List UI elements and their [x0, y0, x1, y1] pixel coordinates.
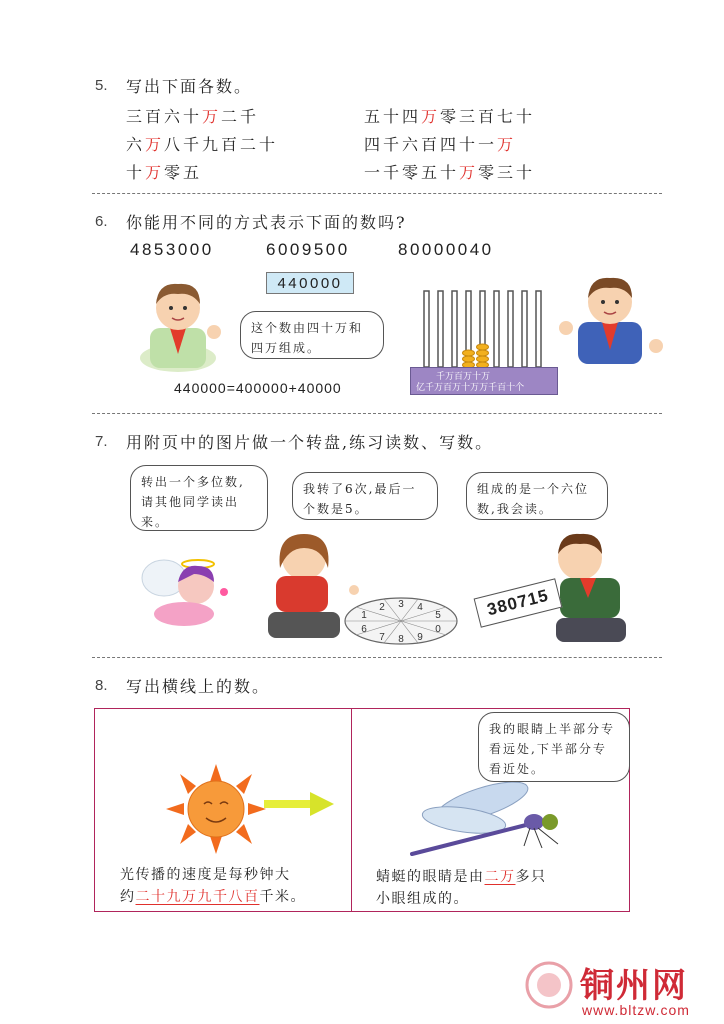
wheel-digit: 0 [435, 624, 441, 635]
q6-number-3: 80000040 [398, 240, 494, 259]
wheel-digit: 5 [435, 610, 441, 621]
wheel-digit: 4 [417, 602, 423, 613]
wheel-digit: 6 [361, 624, 367, 635]
wheel-digit: 1 [361, 610, 367, 621]
watermark-text: 铜州网 [580, 966, 688, 1006]
arrow-right-icon [264, 792, 334, 816]
q5-item: 六万八千九百二十 [126, 135, 279, 154]
underlined-number: 二十九万九千八百 [135, 889, 260, 905]
wheel-digit: 9 [417, 632, 423, 643]
q6-number-1: 4853000 [130, 240, 214, 259]
question-7-title: 用附页中的图片做一个转盘,练习读数、写数。 [126, 433, 494, 452]
boy-illustration [556, 272, 666, 368]
q6-speech-bubble: 这个数由四十万和四万组成。 [240, 311, 384, 359]
q8-divider [351, 709, 352, 911]
q7-speech-bubble-3: 组成的是一个六位数,我会读。 [466, 472, 608, 520]
question-number-8: 8. [95, 677, 108, 694]
boy-illustration [128, 276, 228, 372]
section-divider [92, 657, 662, 658]
wheel-digit: 3 [398, 599, 404, 610]
abacus-bottom-labels: 亿千万百万十万万千百十个 [416, 383, 525, 393]
abacus [410, 289, 558, 397]
question-5-title: 写出下面各数。 [126, 77, 253, 96]
section-divider [92, 193, 662, 194]
underlined-number: 二万 [484, 869, 516, 885]
question-number-7: 7. [95, 433, 108, 450]
q5-item: 四千六百四十一万 [364, 135, 517, 154]
q7-speech-bubble-1: 转出一个多位数,请其他同学读出来。 [130, 465, 268, 531]
q5-left-column [126, 103, 278, 187]
number-wheel [342, 596, 460, 646]
question-6-title: 你能用不同的方式表示下面的数吗? [126, 213, 407, 232]
dragonfly-speech-bubble: 我的眼睛上半部分专看远处,下半部分专看近处。 [478, 712, 630, 782]
abacus-rods [410, 289, 558, 369]
question-number-5: 5. [95, 77, 108, 94]
q5-item: 五十四万零三百七十 [364, 107, 536, 126]
question-8-title: 写出横线上的数。 [126, 677, 271, 696]
number-card: 380715 [474, 578, 563, 627]
watermark-logo-icon [524, 960, 574, 1010]
angel-illustration [134, 552, 234, 632]
dragonfly-illustration [402, 782, 572, 862]
q5-item: 十万零五 [126, 163, 203, 182]
sun-illustration [166, 764, 266, 854]
q6-number-2: 6009500 [266, 240, 350, 259]
wheel-digit: 7 [379, 632, 385, 643]
abacus-top-labels: 千万百万十万 [436, 372, 491, 382]
q5-item: 三百六十万二千 [126, 107, 260, 126]
q6-boxed-number: 440000 [266, 272, 354, 294]
light-speed-caption-line-1: 光传播的速度是每秒钟大 [120, 867, 291, 883]
q6-equation: 440000=400000+40000 [174, 380, 342, 396]
q5-item: 一千零五十万零三十 [364, 163, 536, 182]
section-divider [92, 413, 662, 414]
watermark-url: www.bltzw.com [582, 1002, 690, 1018]
q5-right-column [364, 103, 535, 187]
dragonfly-caption-line-2: 小眼组成的。 [376, 891, 469, 907]
question-number-6: 6. [95, 213, 108, 230]
q7-speech-bubble-2: 我转了6次,最后一个数是5。 [292, 472, 438, 520]
dragonfly-caption-line-1: 蜻蜓的眼睛是由二万多只 [376, 869, 547, 885]
wheel-digit: 8 [398, 634, 404, 645]
wheel-digit: 2 [379, 602, 385, 613]
light-speed-caption-line-2: 约二十九万九千八百千米。 [120, 889, 306, 905]
